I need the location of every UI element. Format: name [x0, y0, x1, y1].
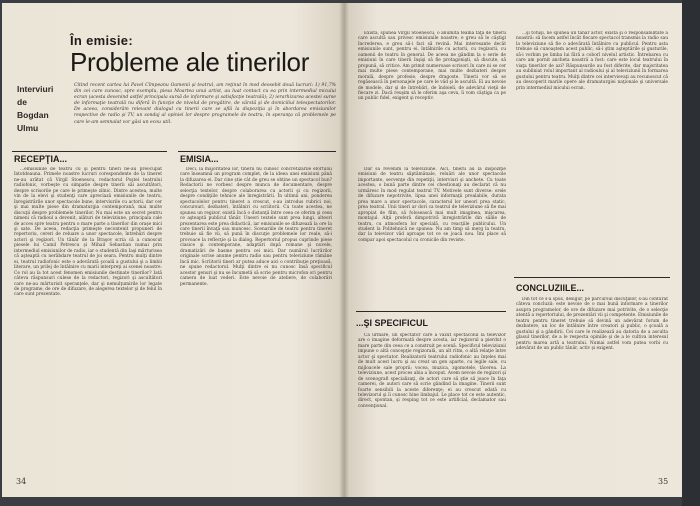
intro-paragraph: Citind recent cartea lui Pavel Cîmpeanu Oamenii şi teatrul, am reţinut în mod deosebit două lucruri: 1) 91,7% din cei care cunosc, spre exemplu, piesa Moartea unui artist, au luat contact cu ea prin intermediul micului ecran (acesta devenind astfel principala sursă de informare şi satisfacţie teatrală); 2) ierarhizarea acestei surse de informaţie teatrală nu diferă în funcţie de nivelul de pregătire, de vârstă şi de domiciliul telespectatorilor. De aceea, considerăm relevant dialogul cu tinerii care se află la dispoziţia şi în abordarea emisiunilor respective de radio şi TV, un sondaj al opiniei lor despre programele de teatru, în speranţa că problemele pe care le-am semnalat vor găsi un ecou util. [74, 83, 336, 125]
byline-line: Interviuri [17, 84, 54, 94]
section-heading-receptia: RECEPŢIA... [14, 154, 68, 164]
left-page [2, 3, 344, 497]
article-title: Probleme ale tinerilor [70, 47, 310, 77]
body-text: ...emisiunile de teatru cu şi pentru tineri ne-au preocupat întotdeauna. Primele noastre lucruri corespondente de la tineret ne-au arătat că Virgil Stoenescu, redactorul Poştei teatrului radiofonic, vorbeşte cu simpatie despre tinerii săi ascultători, despre scrisorile pe care le primeşte zilnic. Dintre acestea, multe vin de la elevi şi studenţi care apreciază emisiunile de teatru, înregistrările unor spectacole bune, interviurile cu actorii, dar cer şi mai multe piese din dramaturgia contemporană, mai multe discuţii despre problemele tinerilor. Nu mai este un secret pentru nimeni că radioul a devenit, alături de televiziune, principala cale de acces spre teatru pentru o mare parte a tinerilor din oraşe mici şi sate. De aceea, redacţia primeşte necontenit propuneri de repertoriu, cereri de reluare a unor spectacole, întrebări despre actori şi regizori. Un tânăr de la Braşov scria că a cunoscut piesele lui Camil Petrescu şi Mihail Sebastian numai prin intermediul emisiunilor de radio, iar o studentă din Iaşi mărturisea că aşteaptă cu nerăbdare teatrul de joi seara. Pentru mulţi dintre ei, teatrul radiofonic este o adevărată şcoală a gustului şi a limbii literare, un prilej de întâlnire cu marii interpreţi ai scenei noastre. Ce rol au la tot acest fenomen emisiunile destinate tinerilor? Iată câteva răspunsuri culese de la redactori, regizori şi ascultători care ne-au mărturisit speranţele, dar şi nemulţumirile lor legate de programe, de ore de difuzare, de alegerea textelor şi de felul în care sunt prezentate. [14, 167, 162, 298]
page-number-right: 35 [658, 477, 669, 486]
right-page [344, 3, 682, 497]
page-number-left: 34 [16, 477, 27, 486]
body-text: ...şi totuşi, ne spunea un tânăr actor, există şi o responsabilitate a noastră: să facem astfel încât fiecare spectacol transmis la radio sau la televiziune să fie o adevărată întâlnire cu publicul. Pentru asta trebuie să cunoaştem acest public, să-i ştim aşteptările şi gusturile, să-i vorbim pe limba lui fără a coborî nivelul artistic. Întrebarea cu care am pornit ancheta noastră a fost: care este locul teatrului în viaţa tinerilor de azi? Răspunsurile au fost diferite, dar majoritatea au subliniat rolul important al radioului şi al televiziunii în formarea gustului pentru teatru. Mulţi dintre cei intervievaţi au recunoscut că au descoperit marile opere ale dramaturgiei naţionale şi universale prin intermediul micului ecran. [516, 31, 668, 91]
text-column-right-b [358, 333, 506, 463]
binding-edge [682, 0, 700, 506]
article-tag: În emisie: [70, 33, 133, 48]
byline-line: de [17, 97, 27, 107]
text-column-emisia [180, 167, 332, 457]
byline-line: Ulmu [17, 123, 39, 133]
section-rule [356, 311, 506, 312]
section-heading-specificul: ...ŞI SPECIFICUL [356, 318, 429, 328]
text-column-right-a [358, 167, 506, 309]
body-text: Există, spunea Virgil Stoenescu, o anumită teamă faţă de tinerii care ascultă sau privesc emisiunile noastre; e greu să le câştigi încrederea, e greu să-i faci să revină. Mai interesante decât emisiunile sunt, pentru ei, întâlnirile cu actorii, cu regizorii, cu oamenii de teatru în general. De aceea ne gândim la o serie de emisiuni în care tinerii înşişi să fie protagonişti, să discute, să propună, să critice. Am primit numeroase scrisori în care ni se cer mai multe piese contemporane, mai multe dezbateri despre morală, despre profesie, despre dragoste. Tinerii vor să se regăsească în personajele pe care le văd şi le ascultă. Ei au nevoie de modele, dar şi de întrebări, de îndoieli, de adevărul vieţii de fiecare zi. Dacă reuşim să le oferim aşa ceva, îi vom câştiga ca pe un public fidel, exigent şi receptiv. [358, 31, 506, 102]
magazine-spread [2, 3, 682, 497]
body-text: Ca urmare, un spectator care a văzut spectacolul la televizor are o imagine deformată despre acesta, iar regizorul a pierdut o mare parte din ceea ce a construit pe scenă. Specificul televiziunii impune o altă concepţie regizorală, un alt ritm, o altă relaţie între actor şi spectator. Realizatorii teatrului radiofonic au înţeles mai de mult acest lucru şi au creat un gen aparte, cu legile sale, cu mijloacele sale proprii: vocea, muzica, zgomotele, tăcerea. La televiziune, acest proces abia a început. Avem nevoie de regizori şi de scenografi specializaţi, de actori care să ştie să joace în faţa camerei, de autori care să scrie gândind la imagine. Tinerii sunt foarte sensibili la aceste diferenţe; ei au crescut odată cu televizorul şi îi cunosc bine limbajul. Le place tot ce este autentic, direct, spontan, şi resping tot ce este artificial, declamator sau convenţional. [358, 333, 506, 409]
byline [17, 83, 67, 135]
byline-line: Bogdan [17, 110, 49, 120]
text-column-right-d [516, 297, 668, 463]
text-column-right-c [516, 31, 668, 275]
body-text: Din tot ce s-a spus, desigur, pe parcursul discuţiilor, s-au conturat câteva concluzii: este nevoie de o mai bună informare a tinerilor asupra programelor, de ore de difuzare mai potrivite, de o selecţie atentă a repertoriului, de prezentări vii şi competente. Emisiunile de teatru pentru tineret trebuie să devină un adevărat forum de dezbatere, un loc de întâlnire între creatori şi public, o şcoală a gustului şi a gândirii. Cei care le realizează au datoria de a asculta glasul tinerilor, de a le respecta opiniile şi de a le cultiva interesul pentru marea artă a teatrului. Numai astfel vom putea vorbi cu adevărat de un public tânăr, activ şi exigent. [516, 297, 668, 352]
text-column-right-top [358, 31, 506, 163]
section-heading-emisia: EMISIA... [180, 154, 219, 164]
section-rule [178, 151, 336, 152]
text-column-receptia [14, 167, 162, 457]
section-heading-concluzii: CONCLUZIILE... [516, 283, 584, 293]
body-text: Deci, la majoritatea lor, tinerii nu cunosc concretizările efortului care înseamnă un program complet, de la ideea unei emisiuni până la difuzarea ei. Dar cine știe cât de greu se obține un spectacol bun? Redactorii ne vorbesc despre munca de documentare, despre selecţia textelor, despre colaborarea cu actorii şi cu regizorii, despre condiţiile tehnice ale înregistrării. În ultimii ani, ponderea spectacolelor pentru tineret a crescut, s-au introdus rubrici noi, concursuri, dezbateri, întâlniri cu scriitorii. Cu toate acestea, ne spunea un regizor, există încă o distanţă între ceea ce oferim şi ceea ce aşteaptă publicul tânăr. Uneori textele sunt prea lungi, alteori prezentarea este prea didactică, iar emisiunile se difuzează la ore la care tinerii învaţă sau muncesc. Scenariile de teatru pentru tineret trebuie să fie vii, să pună în discuţie problemele lor reale, să-i provoace la reflecţie şi la dialog. Repertoriul propus cuprinde piese clasice şi contemporane, adaptări după romane şi nuvele, dramatizări de basme pentru cei mici. Dar numărul lucrărilor originale scrise anume pentru radio sau pentru televiziune rămâne încă mic. Scriitorii tineri ar putea aduce aici o contribuţie preţioasă, ne spune redactorul. Mulţi dintre ei nu cunosc însă specificul acestor genuri şi nu se încumetă să scrie pentru microfon ori pentru camera de luat vederi. Este nevoie de ateliere, de colaborări permanente. [180, 167, 332, 287]
page-gutter [339, 3, 349, 497]
body-text: Dar să revenim la televiziune. Aici, tinerii au la dispoziţie emisiuni de teatru săptămânale, reluări ale unor spectacole importante, secvenţe din repetiţii, interviuri şi anchete. Cu toate acestea, o bună parte dintre cei chestionaţi au declarat că nu urmăresc în mod regulat teatrul TV. Motivele sunt diverse: orele de difuzare nepotrivite, lipsa unei informaţii prealabile, durata prea mare a unor spectacole, caracterul lor uneori prea static, prea teatral. Unii tineri ar dori ca teatrul de televiziune să fie mai apropiat de film, să folosească mai mult imaginea, mişcarea, montajul. Alţii preferă dimpotrivă înregistrările din sălile de teatru, cu atmosfera lor specială, cu reacţiile publicului. Un student la Politehnică ne spunea: Nu am timp să merg la teatru, dar la televizor văd aproape tot ce se joacă nou. Îmi place să compar apoi spectacolul cu cronicile din reviste. [358, 167, 506, 243]
section-rule [514, 277, 670, 278]
section-rule [12, 151, 167, 152]
